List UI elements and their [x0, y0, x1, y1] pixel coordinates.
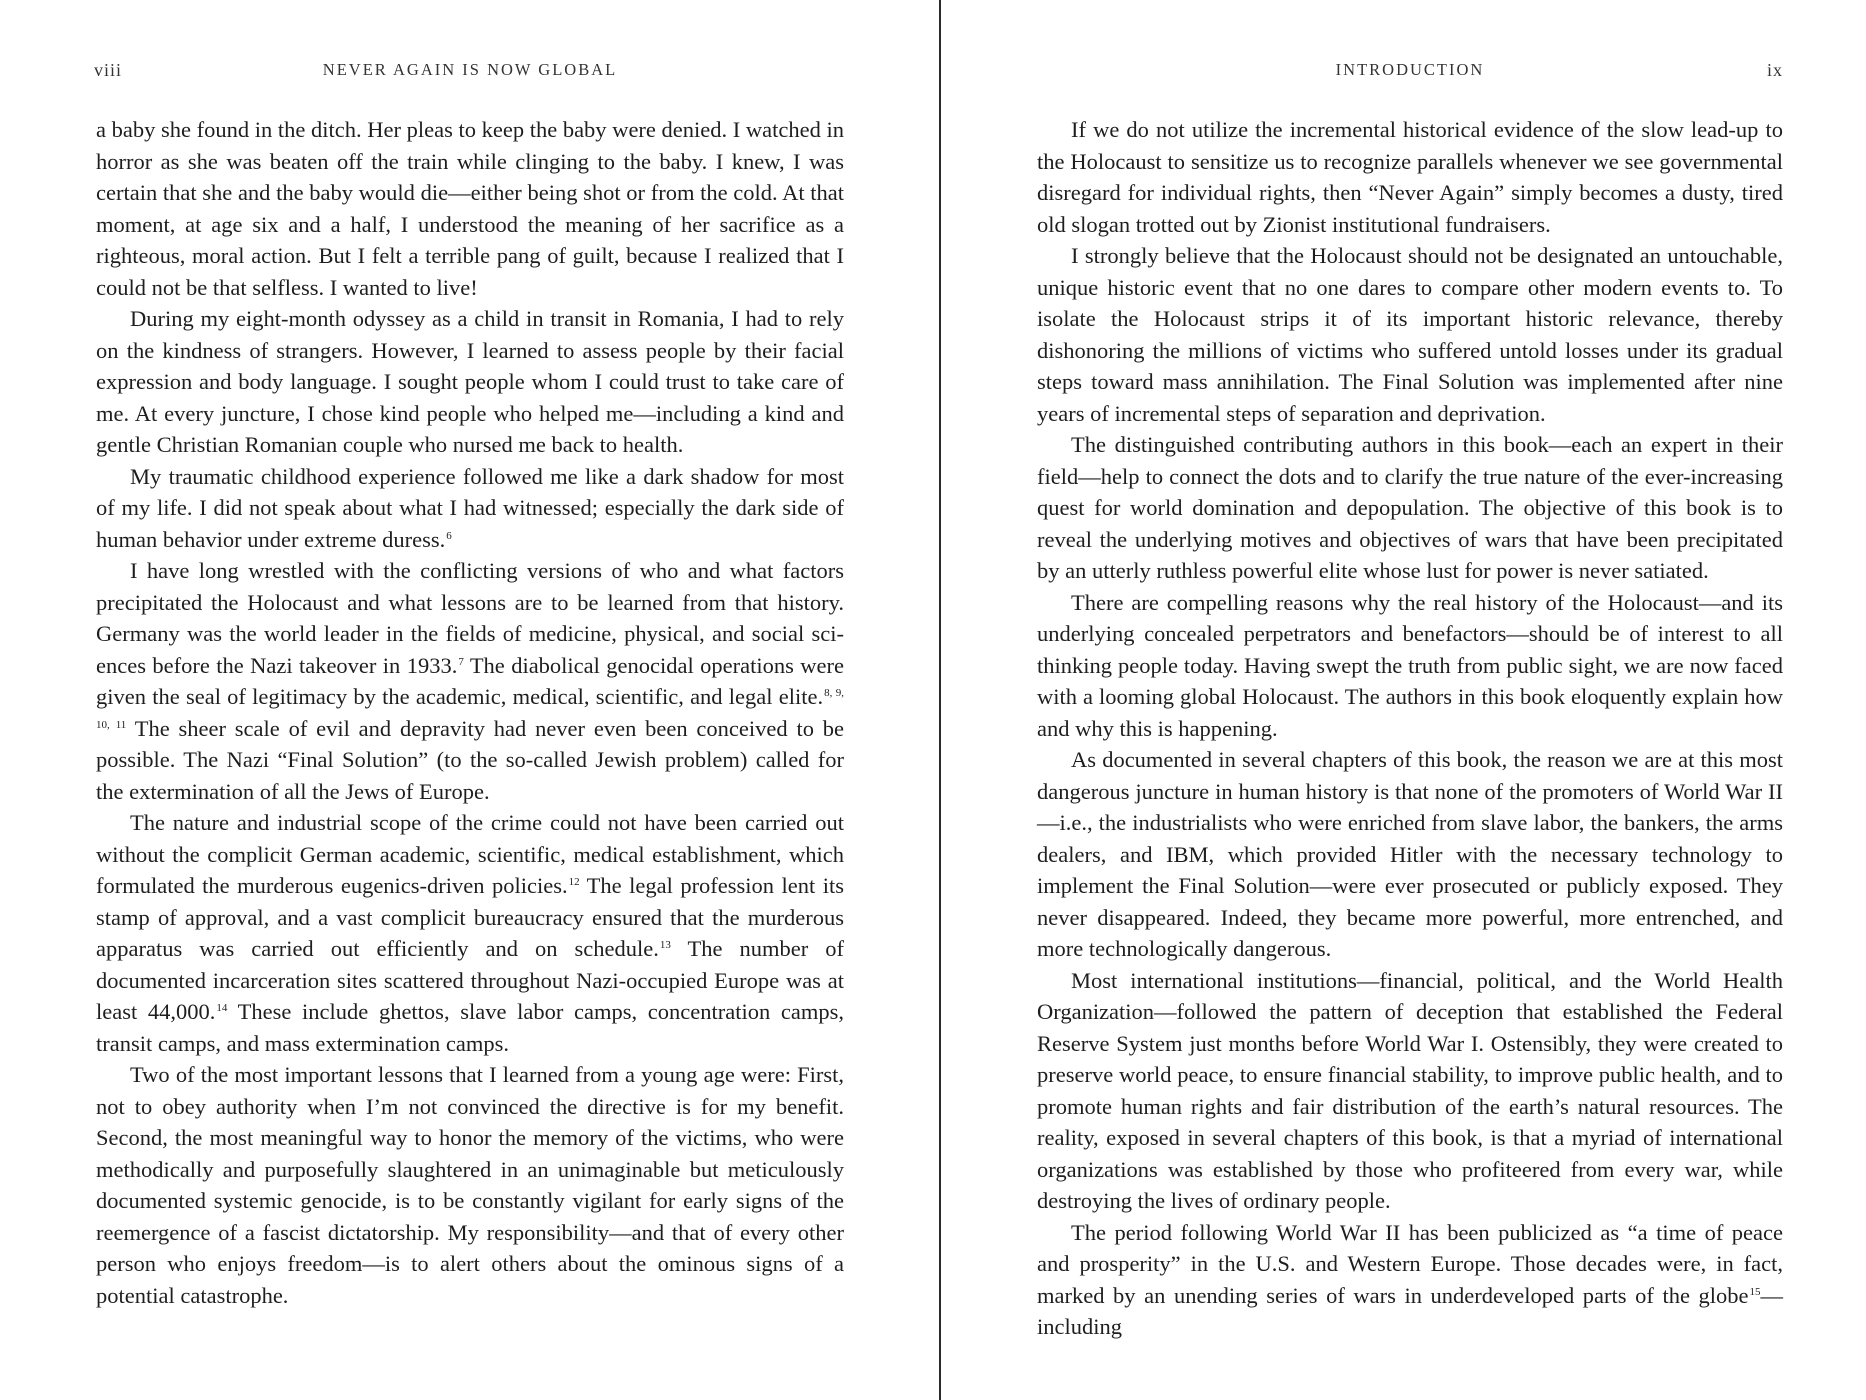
text-run: The period following World War II has been publicized as “a time of peace and prosperity” in the U.S. and Western Europe. Those decades were, in fact, marked by an unending series of wars in underdeveloped parts of the globe: [1037, 1219, 1783, 1308]
left-page: [96, 0, 844, 1400]
footnote-ref: 14: [216, 1002, 228, 1014]
text-run: The sheer scale of evil and depravity had never even been conceived to be possible. The Nazi “Final Solution” (to the so-called Jewish problem) called for the extermination of all the Jews of Europe.: [96, 715, 844, 804]
text-run: During my eight-month odyssey as a child in transit in Romania, I had to rely on the kindness of strangers. However, I learned to assess people by their facial expression and body language. I sought people whom I could trust to take care of me. At every juncture, I chose kind people who helped me—including a kind and gentle Christian Romanian couple who nursed me back to health.: [96, 306, 844, 457]
text-run: The number of documented incarceration sites scattered throughout Nazi-occupied Europe was at least 44,000.: [96, 936, 844, 1024]
text-run: a baby she found in the ditch. Her pleas to keep the baby were denied. I watched in horror as she was beaten off the train while clinging to the baby. I knew, I was certain that she and the baby would die—either being shot or from the cold. At that moment, at age six and a half, I understood the meaning of her sacrifice as a righteous, moral action. But I felt a terrible pang of guilt, because I realized that I could not be that selfless. I wanted to live!: [96, 117, 844, 300]
text-run: If we do not utilize the incremental historical evidence of the slow lead-up to the Holocaust to sensitize us to recognize parallels whenever we see governmental disregard for individual rights, then “Never Again” simply becomes a dusty, tired old slogan trotted out by Zionist institutional fundraisers.: [1037, 117, 1783, 237]
text-run: The distinguished contributing authors in this book—each an expert in their field—help to connect the dots and to clarify the true nature of the ever-increasing quest for world domination and depopulation. The objective of this book is to reveal the underlying motives and objectives of wars that have been precipitated by an utterly ruthless powerful elite whose lust for power is never satiated.: [1037, 432, 1783, 583]
paragraph: [96, 555, 844, 807]
footnote-ref: 6: [446, 529, 452, 542]
text-run: As documented in several chapters of this book, the reason we are at this most dangerous juncture in human history is that none of the promoters of World War II—i.e., the industrialists who were enriched from slave labor, the bankers, the arms dealers, and IBM, which provided Hitler with the necessary technology to implement the Final Solution—were ever prosecuted or publicly exposed. They never disappeared. Indeed, they became more powerful, more entrenched, and more technologically dangerous.: [1037, 747, 1783, 961]
paragraph: [1037, 114, 1783, 240]
paragraph: [1037, 587, 1783, 745]
paragraph: [96, 461, 844, 556]
paragraph: [96, 303, 844, 461]
paragraph: [96, 1059, 844, 1311]
footnote-ref: 12: [568, 876, 580, 888]
right-running-title: INTRODUCTION: [1335, 60, 1485, 79]
paragraph: [1037, 965, 1783, 1217]
left-page-number: viii: [94, 60, 123, 80]
text-run: These include ghettos, slave labor camps, concentration camps, transit camps, and mass extermination camps.: [96, 999, 845, 1056]
paragraph: [1037, 744, 1783, 965]
paragraph: [1037, 429, 1783, 587]
footnote-ref: 13: [659, 939, 671, 951]
text-run: I have long wrestled with the conflicting versions of who and what factors precipitated the Holocaust and what lessons are to be learned from that history. Germany was the world leader in the fields of medicine, physical, and social sciences before the Nazi takeover in 1933.: [96, 558, 844, 678]
text-run: I strongly believe that the Holocaust should not be designated an untouchable, unique historic event that no one dares to compare other modern events to. To isolate the Holocaust strips it of its important historic relevance, thereby dishonoring the millions of victims who suffered untold losses under its gradual steps toward mass annihilation. The Final Solution was implemented after nine years of incremental steps of separation and deprivation.: [1037, 243, 1783, 426]
text-run: The nature and industrial scope of the crime could not have been carried out without the complicit German academic, scientific, medical establishment, which formulated the murderous eugenics-driven policies.: [96, 810, 844, 898]
right-page: [1037, 0, 1783, 1400]
right-body-text: [1037, 114, 1783, 1343]
left-running-head: [96, 60, 844, 84]
text-run: Most international institutions—financial, political, and the World Health Organization—followed the pattern of deception that established the Federal Reserve System just months before World War I. Ostensibly, they were created to preserve world peace, to ensure financial stability, to improve public health, and to promote human rights and fair distribution of the earth’s natural resources. The reality, exposed in several chapters of this book, is that a myriad of international organizations was established by those who profiteered from every war, while destroying the lives of ordinary people.: [1037, 967, 1783, 1213]
text-run: Two of the most important lessons that I learned from a young age were: First, not to obey authority when I’m not convinced the directive is for my benefit. Second, the most meaningful way to honor the memory of the victims, who were methodically and purposefully slaughtered in an unimaginable but meticulously documented systemic genocide, is to be constantly vigilant for early signs of the reemergence of a fascist dictatorship. My responsibility—and that of every other person who enjoys freedom—is to alert others about the ominous signs of a potential catastrophe.: [96, 1062, 844, 1308]
text-run: The legal profession lent its stamp of approval, and a vast complicit bureaucracy ensured that the murderous apparatus was carried out efficiently and on schedule.: [96, 873, 844, 961]
text-run: My traumatic childhood experience followed me like a dark shadow for most of my life. I did not speak about what I had witnessed; especially the dark side of human behavior under extreme duress.: [96, 463, 844, 552]
text-run: —including: [1037, 1282, 1783, 1339]
paragraph: [1037, 1217, 1783, 1343]
left-body-text: [96, 114, 844, 1311]
paragraph: [96, 807, 844, 1059]
text-run: There are compelling reasons why the real history of the Holocaust—and its underlying concealed perpetrators and benefactors—should be of interest to all thinking people today. Having swept the truth from public sight, we are now faced with a looming global Holocaust. The authors in this book eloquently explain how and why this is happening.: [1037, 589, 1783, 741]
footnote-ref: 7: [458, 655, 464, 668]
right-page-number: ix: [1766, 60, 1783, 80]
paragraph: [96, 114, 844, 303]
page-gutter-divider: [939, 0, 941, 1400]
footnote-ref: 8, 9, 10, 11: [96, 687, 844, 731]
footnote-ref: 15: [1749, 1285, 1761, 1298]
right-running-head: [1037, 60, 1783, 84]
left-running-title: NEVER AGAIN IS NOW GLOBAL: [322, 60, 618, 79]
paragraph: [1037, 240, 1783, 429]
text-run: The diabolical genocidal operations were given the seal of legitimacy by the academic, medical, scientific, and legal elite.: [96, 652, 844, 709]
